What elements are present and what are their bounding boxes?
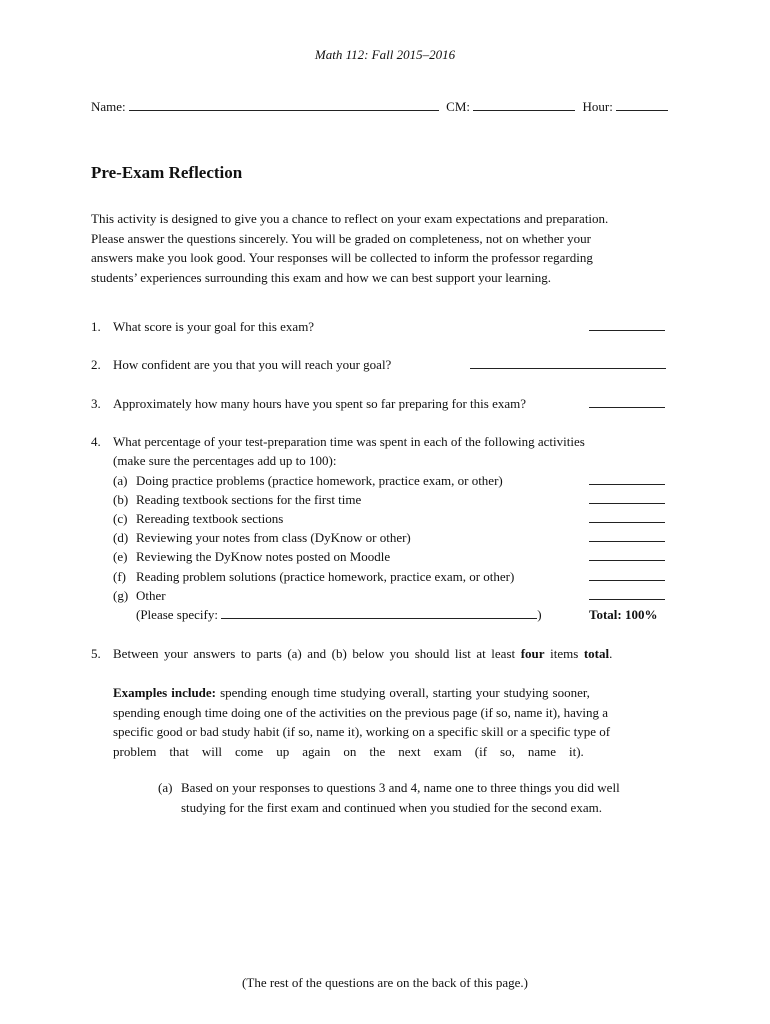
course-header: Math 112: Fall 2015–2016 <box>314 47 456 62</box>
question-2-answer[interactable] <box>470 357 666 373</box>
activity-answer[interactable] <box>589 588 665 604</box>
q5-intro-end: . <box>609 646 613 661</box>
hour-blank[interactable] <box>616 99 668 111</box>
name-blank[interactable] <box>129 99 439 111</box>
examples-line <box>113 683 683 703</box>
activity-answer[interactable] <box>589 492 665 508</box>
activity-letter: (b) <box>113 492 129 507</box>
activity-text: Rereading textbook sections <box>136 511 284 526</box>
q5-intro-pre: Between your answers to parts (a) and (b) below you should list at least <box>113 646 516 661</box>
part-a-line1: Based on your responses to questions 3 and 4, name one to three things you did well <box>181 780 620 795</box>
activity-answer[interactable] <box>589 530 665 546</box>
page-title: Pre-Exam Reflection <box>91 163 243 182</box>
intro-paragraph <box>91 209 681 287</box>
q5-intro-bold-four: four <box>520 646 545 661</box>
activity-letter: (d) <box>113 530 129 545</box>
activity-text: Reading textbook sections for the first time <box>136 492 362 507</box>
examples-line: problem that will come up again on the next exam (if so, name it). <box>113 743 584 759</box>
name-field-row <box>91 99 668 115</box>
examples-paragraph <box>113 683 683 761</box>
activity-text: Other <box>136 588 166 603</box>
question-1-answer[interactable] <box>589 319 665 335</box>
activity-answer[interactable] <box>589 473 665 489</box>
page-footer: (The rest of the questions are on the back of this page.) <box>242 975 528 990</box>
activity-answer[interactable] <box>589 569 665 585</box>
examples-text: spending enough time studying overall, starting your studying sooner, <box>220 685 590 700</box>
hour-label: Hour: <box>582 99 613 114</box>
part-a-letter: (a) <box>158 780 173 795</box>
cm-blank[interactable] <box>473 99 575 111</box>
part-a-line2: studying for the first exam and continued when you studied for the second exam. <box>181 800 602 815</box>
activity-text: Reviewing your notes from class (DyKnow or other) <box>136 530 411 545</box>
activity-letter: (c) <box>113 511 128 526</box>
total-label: Total: 100% <box>589 607 658 622</box>
specify-prefix: (Please specify: <box>136 607 218 622</box>
question-2-number: 2. <box>91 357 101 372</box>
activity-text: Doing practice problems (practice homework, practice exam, or other) <box>136 473 503 488</box>
intro-line: Please answer the questions sincerely. You will be graded on completeness, not on whether your <box>91 230 591 246</box>
question-2-text: How confident are you that you will reach your goal? <box>113 357 392 372</box>
activity-text: Reviewing the DyKnow notes posted on Moodle <box>136 549 391 564</box>
question-4-number: 4. <box>91 434 101 449</box>
intro-line: answers make you look good. Your responses will be collected to inform the professor regarding <box>91 250 593 265</box>
q5-intro-mid: items <box>550 646 579 661</box>
activity-letter: (e) <box>113 549 128 564</box>
question-1-number: 1. <box>91 319 101 334</box>
intro-line: This activity is designed to give you a chance to reflect on your exam expectations and preparation. <box>91 211 609 226</box>
question-3-answer[interactable] <box>589 396 665 412</box>
activity-letter: (g) <box>113 588 129 603</box>
name-label: Name: <box>91 99 126 114</box>
question-3-number: 3. <box>91 396 101 411</box>
activity-text: Reading problem solutions (practice homework, practice exam, or other) <box>136 569 515 584</box>
cm-label: CM: <box>446 99 470 114</box>
specify-suffix: ) <box>537 607 542 622</box>
question-1-text: What score is your goal for this exam? <box>113 319 315 334</box>
examples-label: Examples include: <box>113 685 217 700</box>
question-3-text: Approximately how many hours have you spent so far preparing for this exam? <box>113 396 527 411</box>
question-5-intro <box>113 646 680 662</box>
other-specify-row <box>136 607 542 623</box>
question-4-line1: What percentage of your test-preparation time was spent in each of the following activities <box>113 434 585 449</box>
activity-answer[interactable] <box>589 511 665 527</box>
examples-line: specific good or bad study habit (if so, name it), working on a specific skill or a specific type of <box>113 724 611 739</box>
specify-blank[interactable] <box>221 607 537 619</box>
activity-answer[interactable] <box>589 549 665 565</box>
q5-intro-bold-total: total <box>583 646 610 661</box>
question-5-number: 5. <box>91 646 101 661</box>
question-4-line2: (make sure the percentages add up to 100): <box>113 453 337 468</box>
intro-line: students’ experiences surrounding this exam and how we can best support your learning. <box>91 269 552 285</box>
activity-letter: (f) <box>113 569 126 584</box>
examples-line: spending enough time doing one of the activities on the previous page (if so, name it), having a <box>113 704 608 720</box>
activity-letter: (a) <box>113 473 128 488</box>
